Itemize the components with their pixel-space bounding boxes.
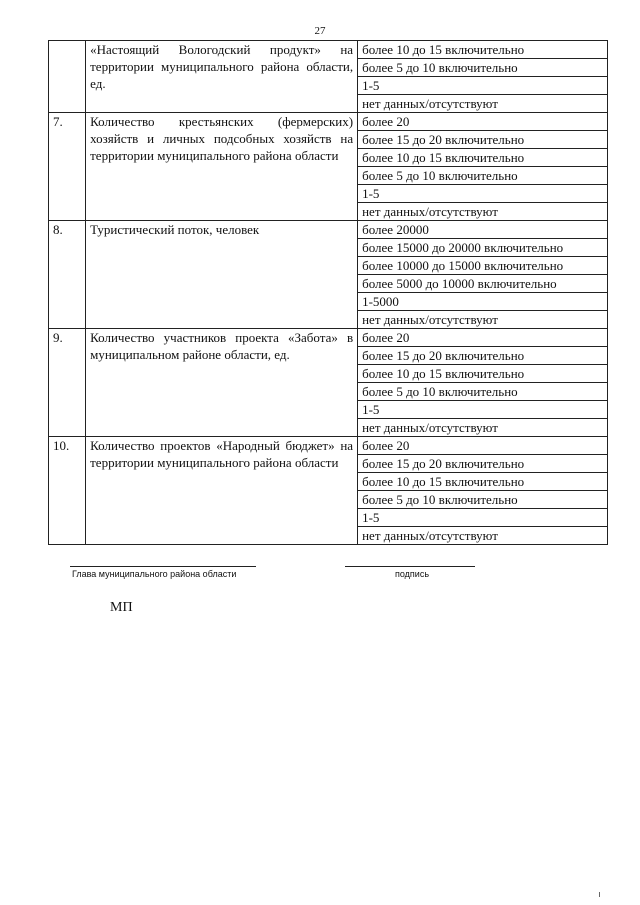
- value-range: более 15 до 20 включительно: [358, 131, 608, 149]
- indicator-name: Количество проектов «Народный бюджет» на территории муниципального района области: [86, 437, 358, 545]
- value-range: 1-5: [358, 401, 608, 419]
- indicator-name: Туристический поток, человек: [86, 221, 358, 329]
- value-range: нет данных/отсутствуют: [358, 95, 608, 113]
- page-number: 27: [314, 25, 326, 37]
- table-row: [49, 437, 608, 455]
- indicator-name: Количество участников проекта «Забота» в муниципальном районе области, ед.: [86, 329, 358, 437]
- value-range: более 20: [358, 329, 608, 347]
- value-range: более 10 до 15 включительно: [358, 149, 608, 167]
- table-row: [49, 221, 608, 239]
- value-range: 1-5000: [358, 293, 608, 311]
- row-number: 7.: [49, 113, 86, 221]
- table-row: [49, 113, 608, 131]
- value-range: более 10000 до 15000 включительно: [358, 257, 608, 275]
- value-range: более 20: [358, 437, 608, 455]
- value-range: более 15 до 20 включительно: [358, 455, 608, 473]
- value-range: более 5 до 10 включительно: [358, 383, 608, 401]
- row-number: 8.: [49, 221, 86, 329]
- value-range: более 5000 до 10000 включительно: [358, 275, 608, 293]
- value-range: более 15 до 20 включительно: [358, 347, 608, 365]
- value-range: нет данных/отсутствуют: [358, 311, 608, 329]
- table-row: [49, 41, 608, 59]
- value-range: 1-5: [358, 509, 608, 527]
- value-range: более 5 до 10 включительно: [358, 491, 608, 509]
- value-range: 1-5: [358, 185, 608, 203]
- criteria-table: [48, 40, 608, 545]
- signature-line: [345, 566, 475, 567]
- value-range: 1-5: [358, 77, 608, 95]
- value-range: нет данных/отсутствуют: [358, 527, 608, 545]
- value-range: более 10 до 15 включительно: [358, 365, 608, 383]
- value-range: более 10 до 15 включительно: [358, 41, 608, 59]
- value-range: более 5 до 10 включительно: [358, 167, 608, 185]
- head-caption: Глава муниципального района области: [72, 569, 237, 579]
- value-range: более 20000: [358, 221, 608, 239]
- criteria-table-body: [49, 41, 608, 545]
- value-range: более 10 до 15 включительно: [358, 473, 608, 491]
- indicator-name: Количество крестьянских (фермерских) хозяйств и личных подсобных хозяйств на территории муниципального района области: [86, 113, 358, 221]
- value-range: более 15000 до 20000 включительно: [358, 239, 608, 257]
- value-range: более 20: [358, 113, 608, 131]
- stamp-mark: МП: [110, 600, 133, 615]
- row-number: 9.: [49, 329, 86, 437]
- row-number: [49, 41, 86, 113]
- indicator-name: «Настоящий Вологодский продукт» на территории муниципального района области, ед.: [86, 41, 358, 113]
- row-number: 10.: [49, 437, 86, 545]
- scan-mark: [599, 892, 600, 897]
- value-range: более 5 до 10 включительно: [358, 59, 608, 77]
- signature-caption: подпись: [395, 569, 430, 579]
- value-range: нет данных/отсутствуют: [358, 419, 608, 437]
- head-signature-line: [70, 566, 256, 567]
- table-row: [49, 329, 608, 347]
- value-range: нет данных/отсутствуют: [358, 203, 608, 221]
